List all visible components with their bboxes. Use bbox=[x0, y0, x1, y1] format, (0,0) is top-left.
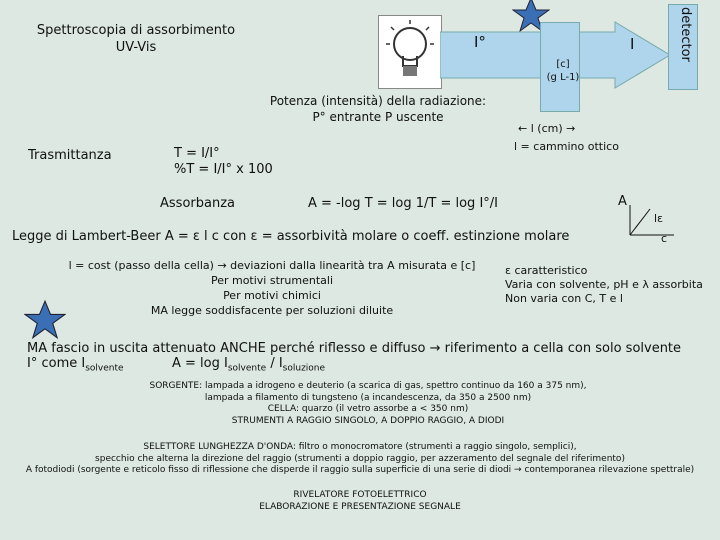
assorbanza-label: Assorbanza bbox=[160, 196, 235, 211]
detector bbox=[668, 4, 698, 90]
notes-left: l = cost (passo della cella) → deviazioni dalla linearità tra A misurata e [c] Per motivi strumentali Per motivi chimici MA legge soddisfacente per soluzioni diluite bbox=[68, 259, 476, 317]
arrow-left-icon: ← bbox=[518, 122, 528, 135]
page-title: Spettroscopia di assorbimento UV-Vis bbox=[36, 23, 236, 55]
selettore-section: SELETTORE LUNGHEZZA D'ONDA: filtro o monocromatore (strumenti a raggio singolo, semplici), specchio che alterna la direzione del raggio (strumenti a doppio raggio, per azzeramento del segnale del riferimento) A fotodiodi (sorgente e reticolo fisso di riflessione che disperde il raggio sulla superficie di una serie di diodi → contemporanea rilevazione spettrale) bbox=[25, 442, 695, 475]
incident-intensity-label: I° bbox=[474, 33, 486, 51]
arrow-right-icon: → bbox=[566, 122, 576, 135]
rivelatore-section: RIVELATORE FOTOELETTRICO ELABORAZIONE E PRESENTAZIONE SEGNALE bbox=[259, 490, 461, 512]
trasmittanza-formula: T = I/I° %T = I/I° x 100 bbox=[174, 146, 273, 177]
lightbulb-icon bbox=[379, 16, 441, 88]
potenza-text: Potenza (intensità) della radiazione: P° entrante P uscente bbox=[269, 94, 487, 124]
star-icon bbox=[24, 299, 66, 341]
assorbanza-formula: A = -log T = log 1/T = log I°/I bbox=[308, 196, 498, 211]
graph-y-label: A bbox=[618, 194, 627, 209]
beer-law-graph bbox=[624, 205, 684, 245]
path-length-label: ← l (cm) → bbox=[518, 122, 576, 135]
concentration-label: [c] (g L-1) bbox=[546, 59, 580, 83]
sorgente-section: SORGENTE: lampada a idrogeno e deuterio (a scarica di gas, spettro continuo da 160 a 375 nm), lampada a filamento di tungsteno (a incandescenza, da 350 a 2500 nm) CELLA: quarzo (il vetro assorbe a < 350 nm) STRUMENTI A RAGGIO SINGOLO, A DOPPIO RAGGIO, A DIODI bbox=[149, 381, 587, 426]
trasmittanza-label: Trasmittanza bbox=[28, 148, 112, 163]
absorbance-reference-formula: $A = \log I_{solvente} / I_{soluzione}$ bbox=[172, 356, 326, 374]
graph-x-label: c bbox=[661, 232, 668, 245]
path-description: l = cammino ottico bbox=[514, 140, 619, 153]
lamp-box bbox=[378, 15, 442, 89]
notes-right: ε caratteristico Varia con solvente, pH e λ assorbita Non varia con C, T e l bbox=[505, 264, 703, 305]
transmitted-intensity-label: I bbox=[630, 35, 635, 53]
detector-label: detector bbox=[678, 7, 693, 62]
lambert-beer-law: Legge di Lambert-Beer A = ε l c con ε = assorbività molare o coeff. estinzione molare bbox=[12, 229, 570, 244]
graph-slope-label: lε bbox=[654, 212, 664, 225]
fascio-text: MA fascio in uscita attenuato ANCHE perché riflesso e diffuso → riferimento a cella con solo solvente I° come $I_{solvente}$ bbox=[27, 341, 682, 374]
